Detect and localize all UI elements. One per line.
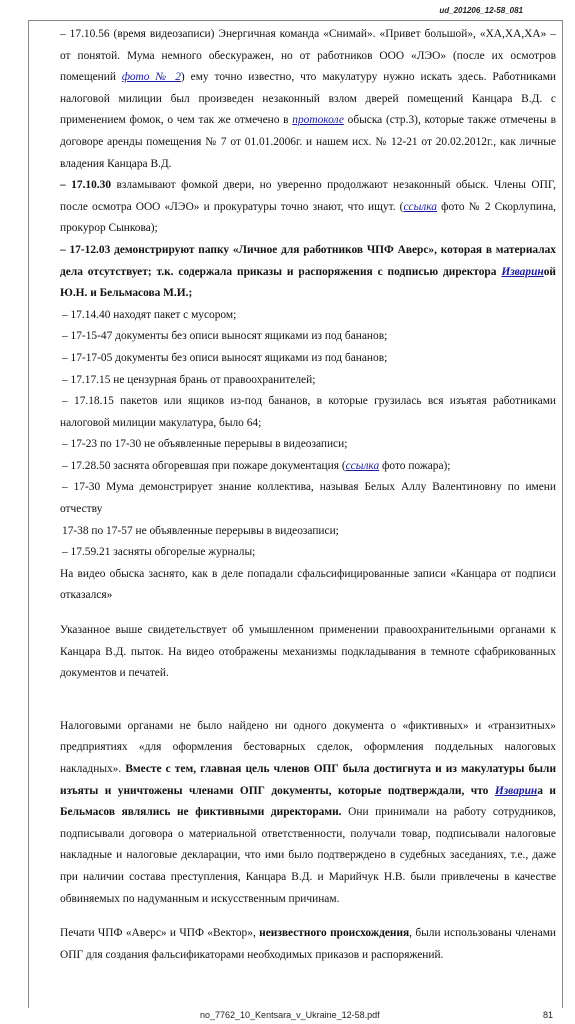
spacer: [60, 607, 556, 620]
paragraph-3: – 17-12.03 демонстрируют папку «Личное для работников ЧПФ Аверс», которая в материалах дела отсутствует; т.к. содержала приказы и распоряжения с подписью директора Извариной Ю.Н. и Бельмасова М.И.;: [60, 243, 556, 300]
list-item: – 17-17-05 документы без описи выносят ящиками из под бананов;: [62, 351, 388, 364]
list-item: – 17.28.50 заснята обгоревшая при пожаре документация (ссылка фото пожара);: [62, 459, 451, 472]
paragraph-6: Налоговыми органами не было найдено ни одного документа о «фиктивных» и «транзитных» предприятиях «для оформления бестоварных сделок, оформления поддельных налоговых накладных». Вместе с тем, главная цель членов ОПГ была достигнута и из макулатуры были изъяты и уничтожены членами ОПГ документы, которые подтверждали, что Изварина и Бельмасов являлись не фиктивными директорами. Они принимали на работу сотрудников, подписывали договора о материальной ответственности, получали товар, подписывали налоговые накладные и налоговые декларации, что ими было подтверждено в судебных заседаниях, т.е., даже при наличии состава преступления, Канцара В.Д. и Марийчук Н.В. были привлечены в качестве обвиняемых по надуманным и искусственным причинам.: [60, 719, 557, 905]
paragraph-1: – 17.10.56 (время видеозаписи) Энергичная команда «Снимай». «Привет большой», «ХА,ХА,ХА» – от понятой. Мума немного обескуражен, но от работников ООО «ЛЭО» (после их осмотров помещений фото № 2) ему точно известно, что макулатуру нужно искать здесь. Работниками налоговой милиции был произведен незаконный взлом дверей помещений Канцара В.Д. с применением фомок, о чем так же отмечено в протоколе обыска (стр.3), которые также отмечены в договоре аренды помещения № 7 от 01.01.2006г. и нашем исх. № 12-21 от 20.02.2012г., как личные владения Канцара В.Д.: [60, 28, 557, 170]
right-margin-rule: [562, 20, 563, 1008]
reference-link-1[interactable]: ссылка: [403, 200, 437, 213]
top-rule: [28, 20, 563, 21]
izvarina-link-2[interactable]: Изварин: [494, 784, 538, 797]
paragraph-2: – 17.10.30 взламывают фомкой двери, но уверенно продолжают незаконный обыск. Члены ОПГ, после осмотра ООО «ЛЭО» и прокуратуры точно знают, что ищут. (ссылка фото № 2 Скорлупина, прокурор Сынкова);: [60, 179, 557, 235]
list-item: – 17.18.15 пакетов или ящиков из-под бананов, в которые грузилась вся изъятая работниками налоговой милиции макулатура, было 64;: [60, 395, 556, 429]
list-item: – 17.59.21 засняты обгорелые журналы;: [62, 546, 256, 559]
list-item: – 17.17.15 не цензурная брань от правоохранителей;: [62, 373, 316, 386]
page-number: 81: [543, 1010, 554, 1020]
protocol-link[interactable]: протоколе: [292, 114, 344, 127]
paragraph-5: Указанное выше свидетельствует об умышленном применении правоохранительными органами к Канцара В.Д. пыток. На видео отображены механизмы подкладывания в темноте сфабрикованных документов и печатей.: [60, 624, 556, 680]
list-item: – 17-30 Мума демонстрирует знание коллектива, называя Белых Аллу Валентиновну по имени отчеству: [60, 481, 556, 516]
list-item: – 17-15-47 документы без описи выносят ящиками из под бананов;: [62, 330, 388, 343]
spacer: [60, 685, 556, 716]
document-id-header: ud_201206_12-58_081: [439, 6, 523, 15]
paragraph-4: На видео обыска заснято, как в деле попадали сфальсифицированные записи «Канцара от подписи отказался»: [60, 567, 556, 602]
izvarina-link-1[interactable]: Изварин: [501, 265, 544, 278]
footer-filename: no_7762_10_Kentsara_v_Ukraine_12-58.pdf: [200, 1010, 380, 1020]
list-item: – 17.14.40 находят пакет с мусором;: [62, 308, 237, 321]
paragraph-7: Печати ЧПФ «Аверс» и ЧПФ «Вектор», неизвестного происхождения, были использованы членами ОПГ для создания фальсификаторами необходимых приказов и распоряжений.: [60, 927, 556, 961]
fire-photo-link[interactable]: ссылка: [345, 459, 380, 472]
spacer: [60, 910, 556, 923]
photo-2-link[interactable]: фото № 2: [121, 71, 181, 84]
page-body: [60, 24, 556, 966]
list-item: – 17-23 по 17-30 не объявленные перерывы в видеозаписи;: [62, 438, 348, 451]
left-margin-rule: [28, 20, 29, 1008]
list-item: 17-38 по 17-57 не объявленные перерывы в видеозаписи;: [62, 524, 339, 537]
